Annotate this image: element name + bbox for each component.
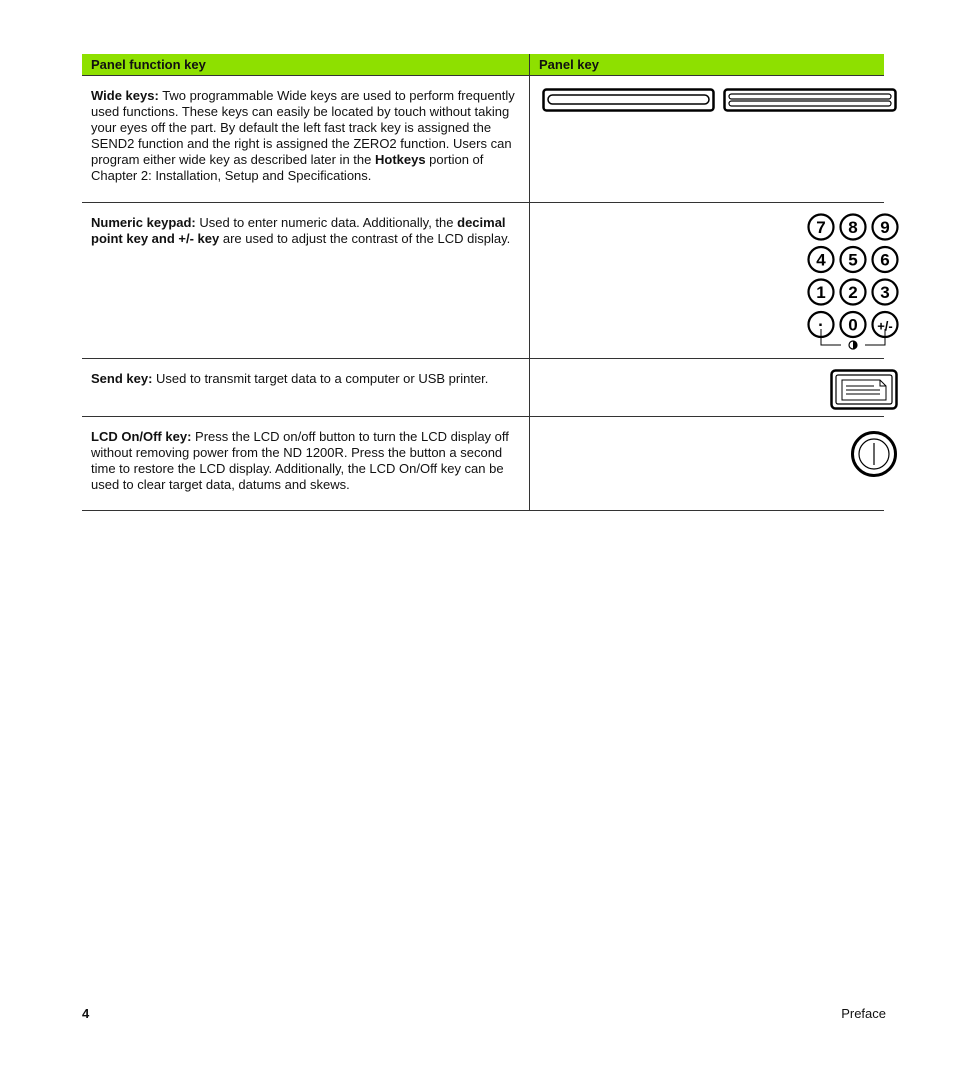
description-text: Press the LCD on/off button to turn the LCD display off without removing power from the ND 1200R. Press the button a second time to restore the LCD display. Additionally, the LCD On/Off key can be used to clear target data, datums and skews. <box>91 429 509 492</box>
table-row <box>82 417 884 511</box>
contrast-icon <box>849 341 857 349</box>
description-text: Two programmable Wide keys are used to perform frequently used functions. These keys can easily be located by touch without taking your eyes off the part. By default the left fast track key is assigned the SEND2 function and the right is assigned the ZERO2 function. Users can program either wide key as described later in the <box>91 88 515 167</box>
keypad-key-label: 2 <box>848 283 858 302</box>
keypad-key-label: 1 <box>816 283 826 302</box>
row-key-cell <box>530 203 893 359</box>
row-description <box>82 76 530 203</box>
description-text: Used to transmit target data to a computer or USB printer. <box>152 371 489 386</box>
lcd-key-description <box>82 417 529 493</box>
keypad-key-label: +/- <box>877 318 893 334</box>
keypad-key-label: 9 <box>880 218 890 237</box>
description-text: LCD On/Off key: <box>91 429 192 444</box>
keypad-key-1 <box>841 215 866 240</box>
send-key-description <box>82 359 529 387</box>
keypad-key-label: 3 <box>880 283 890 302</box>
keypad-key-label: 7 <box>816 218 826 237</box>
table-row <box>82 359 884 417</box>
row-key-cell <box>530 76 885 203</box>
section-name: Preface <box>841 1006 886 1021</box>
numeric-keypad-description <box>82 203 529 247</box>
description-text: Hotkeys <box>374 152 426 167</box>
row-key-cell <box>530 359 885 417</box>
wide-keys-description <box>82 76 529 184</box>
table-header-row <box>82 54 884 76</box>
keypad-key-5 <box>873 247 898 272</box>
row-description <box>82 359 530 417</box>
description-text: portion of Chapter 2: Installation, Setup and Specifications. <box>91 152 484 183</box>
keypad-key-2 <box>873 215 898 240</box>
header-panel-key: Panel key <box>530 54 885 76</box>
row-description <box>82 417 530 511</box>
keypad-key-label: 5 <box>848 250 858 270</box>
keypad-key-10 <box>841 312 866 337</box>
wide-keys-icon <box>542 88 900 114</box>
keypad-key-label: · <box>818 315 824 335</box>
description-text: Wide keys: <box>91 88 159 103</box>
row-key-cell <box>530 417 885 511</box>
description-text: Send key: <box>91 371 153 386</box>
description-text: are used to adjust the contrast of the LCD display. <box>219 231 511 246</box>
description-text: decimal point key and +/- key <box>91 215 506 246</box>
description-text: Used to enter numeric data. Additionally, the <box>195 215 458 230</box>
keypad-key-3 <box>809 247 834 272</box>
table-row <box>82 203 884 359</box>
panel-key-table <box>82 54 893 511</box>
keypad-key-7 <box>841 280 866 305</box>
keypad-key-label: 8 <box>848 218 858 237</box>
keypad-key-0 <box>809 215 834 240</box>
keypad-key-label: 6 <box>880 250 890 270</box>
numeric-keypad-icon <box>805 212 903 352</box>
row-description <box>82 203 530 359</box>
header-panel-function-key: Panel function key <box>82 54 530 76</box>
table-row <box>82 76 884 203</box>
send-key-icon <box>830 369 900 411</box>
keypad-key-6 <box>809 280 834 305</box>
keypad-key-label: 0 <box>848 315 858 335</box>
keypad-key-8 <box>873 280 898 305</box>
description-text: Numeric keypad: <box>91 215 196 230</box>
lcd-power-icon <box>850 430 900 480</box>
keypad-key-4 <box>841 247 866 272</box>
page-number: 4 <box>82 1006 90 1021</box>
keypad-key-label: 4 <box>816 250 826 270</box>
